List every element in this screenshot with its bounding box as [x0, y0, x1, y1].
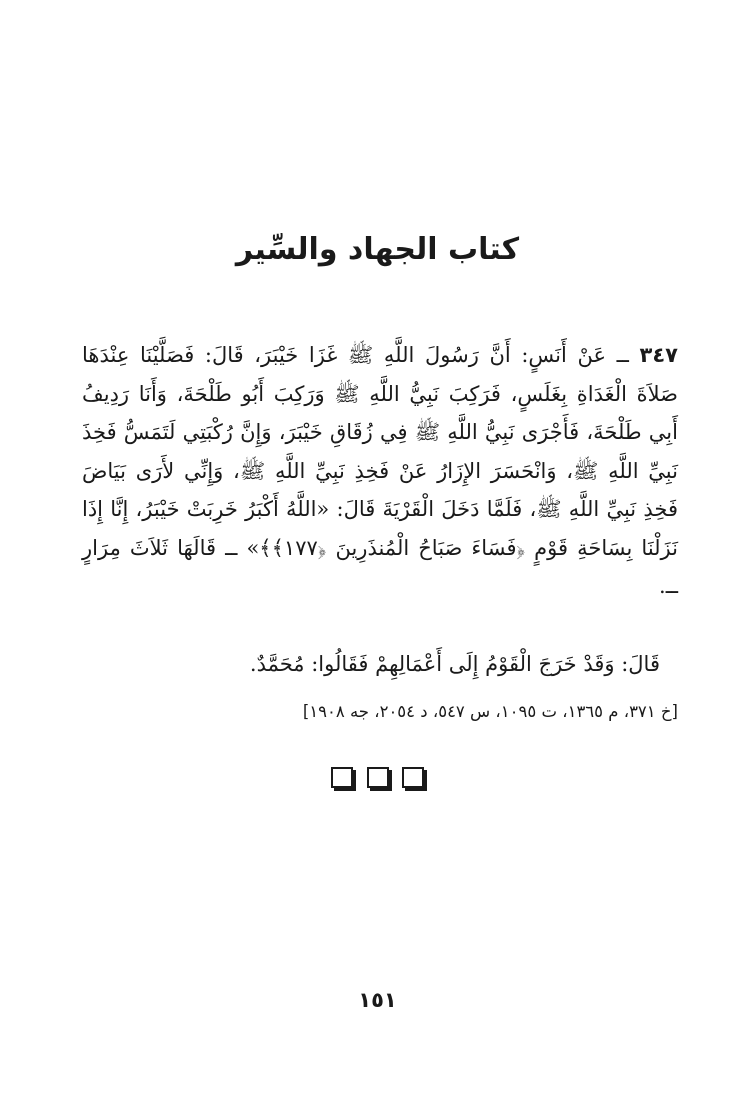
separator-box-icon	[367, 767, 389, 788]
page-number: ١٥١	[358, 988, 397, 1012]
chapter-title: كتاب الجهاد والسِّير	[235, 232, 520, 267]
separator-box-icon	[402, 767, 424, 788]
hadith-text	[82, 336, 678, 606]
hadith-references: [خ ٣٧١، م ١٣٦٥، ت ١٠٩٥، س ٥٤٧، د ٢٠٥٤، جه ١٩٠٨]	[302, 702, 678, 721]
hadith-closing: قَالَ: وَقَدْ خَرَجَ الْقَوْمُ إِلَى أَعْمَالِهِمْ فَقَالُوا: مُحَمَّدٌ.	[249, 652, 660, 676]
hadith-number: ٣٤٧	[639, 343, 678, 367]
section-separator	[0, 767, 755, 792]
separator-box-icon	[331, 767, 353, 788]
hadith-body: ــ عَنْ أَنَسٍ: أَنَّ رَسُولَ اللَّهِ ﷺ غَزَا خَيْبَرَ، قَالَ: فَصَلَّيْنَا عِنْدَهَا صَلاَةَ الْغَدَاةِ بِغَلَسٍ، فَرَكِبَ نَبِيُّ اللَّهِ ﷺ وَرَكِبَ أَبُو طَلْحَةَ، وَأَنَا رَدِيفُ أَبِي طَلْحَةَ، فَأَجْرَى نَبِيُّ اللَّهِ ﷺ فِي زُقَاقِ خَيْبَرَ، وَإِنَّ رُكْبَتِي لَتَمَسُّ فَخِذَ نَبِيِّ اللَّهِ ﷺ، وَانْحَسَرَ الإِزَارُ عَنْ فَخِذِ نَبِيِّ اللَّهِ ﷺ، وَإِنِّي لأَرَى بَيَاضَ فَخِذِ نَبِيِّ اللَّهِ ﷺ، فَلَمَّا دَخَلَ الْقَرْيَةَ قَالَ: «اللَّهُ أَكْبَرُ خَرِبَتْ خَيْبَرُ، إِنَّا إِذَا نَزَلْنَا بِسَاحَةِ قَوْمٍ ﴿فَسَاءَ صَبَاحُ الْمُنذَرِينَ ﴿١٧٧﴾﴾» ــ قَالَهَا ثَلاَثَ مِرَارٍ ــ.	[82, 343, 678, 598]
